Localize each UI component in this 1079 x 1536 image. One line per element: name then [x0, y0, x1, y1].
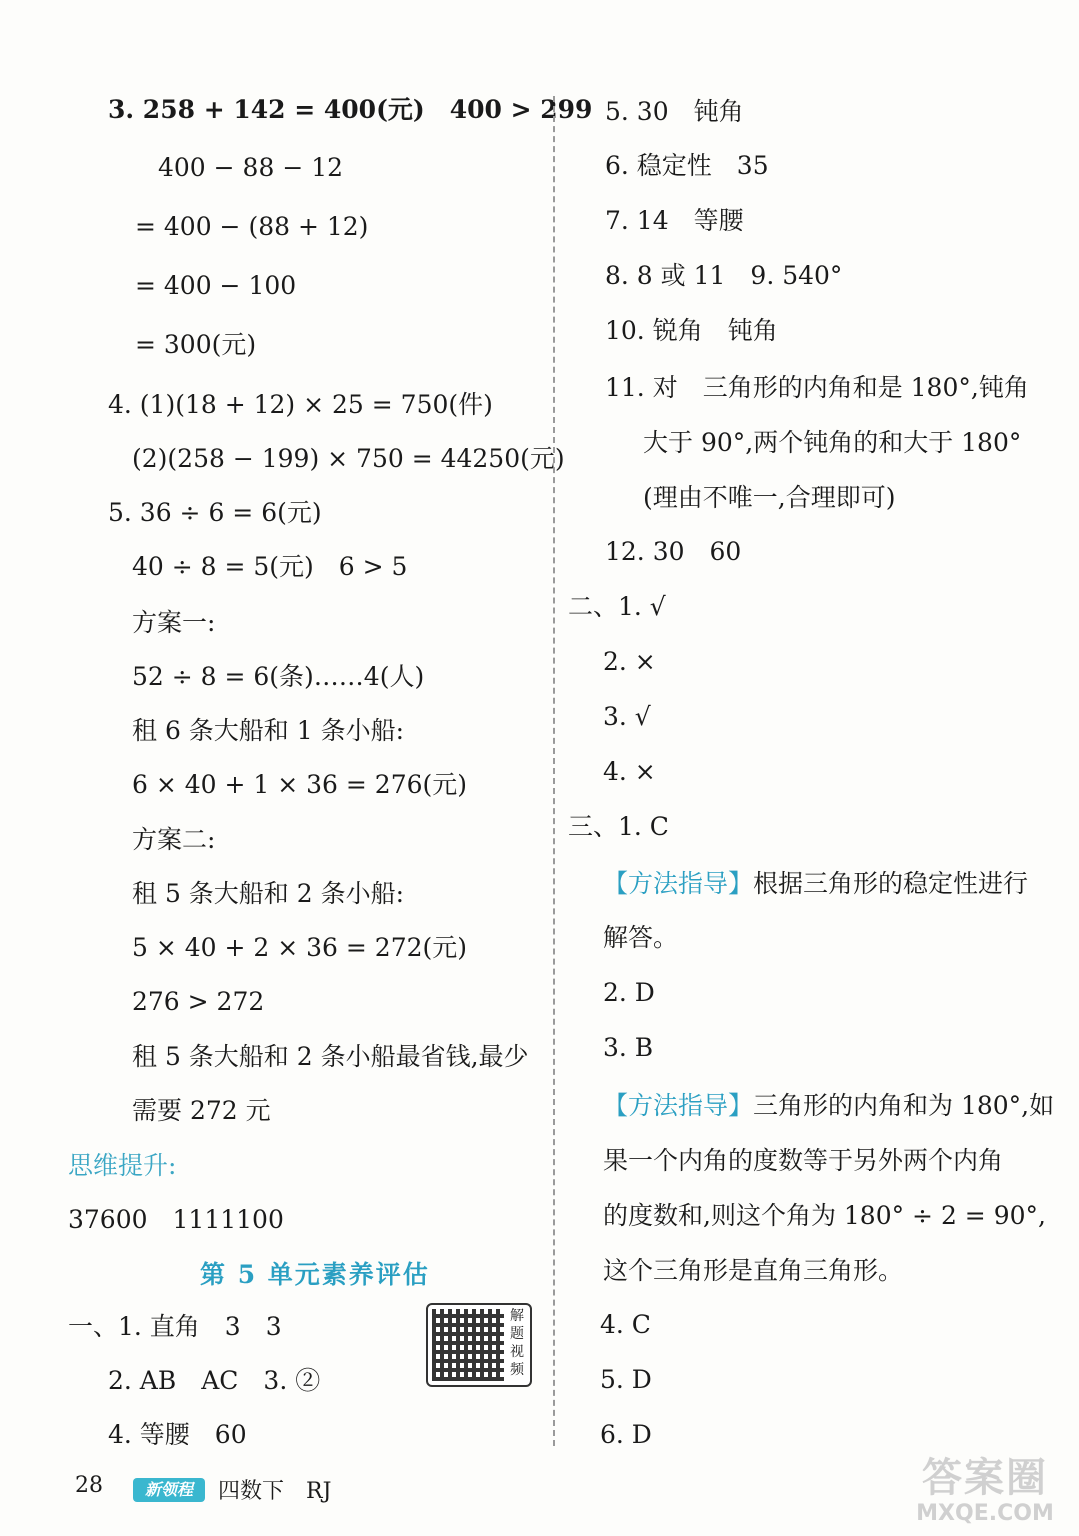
part-2-answer-4: 4. × — [603, 757, 656, 786]
method-guide-1-line-2: 解答。 — [603, 923, 679, 952]
r-answer-12: 12. 30 60 — [605, 537, 742, 566]
part-2-answer-2: 2. × — [603, 647, 656, 676]
part-3-answer-6: 6. D — [600, 1420, 652, 1449]
answer-4-line-1: 4. (1)(18 + 12) × 25 = 750(件) — [108, 390, 493, 419]
r-answer-11-line-2: 大于 90°,两个钝角的和大于 180° — [643, 428, 1022, 457]
qr-label: 解题视频 — [510, 1308, 524, 1378]
part-3-answer-1: 三、1. C — [568, 812, 669, 841]
part-3-answer-5: 5. D — [600, 1365, 652, 1394]
r-answer-8-9: 8. 8 或 11 9. 540° — [605, 261, 843, 290]
answer-3-line-3: = 400 − (88 + 12) — [135, 212, 369, 241]
answer-3-line-1: 3. 258 + 142 = 400(元) 400 > 299 — [108, 95, 593, 124]
answer-5-line-2: 40 ÷ 8 = 5(元) 6 > 5 — [132, 552, 408, 581]
answer-5-line-8: 租 5 条大船和 2 条小船: — [132, 879, 405, 908]
answer-5-line-5: 租 6 条大船和 1 条小船: — [132, 716, 405, 745]
part-1-answer-2: 2. AB AC 3. ② — [108, 1366, 321, 1395]
answer-5-line-10: 276 > 272 — [132, 987, 265, 1016]
part-3-answer-3: 3. B — [603, 1033, 654, 1062]
r-answer-5: 5. 30 钝角 — [605, 97, 744, 126]
method-guide-2-line-4: 这个三角形是直角三角形。 — [603, 1256, 904, 1285]
method-guide-tag: 【方法指导】 — [603, 1091, 754, 1120]
column-divider — [553, 96, 555, 1446]
r-answer-10: 10. 锐角 钝角 — [605, 316, 778, 345]
answer-5-line-7: 方案二: — [132, 825, 216, 854]
answer-3-line-5: = 300(元) — [135, 330, 257, 359]
r-answer-6: 6. 稳定性 35 — [605, 151, 769, 180]
method-guide-2 — [603, 1091, 1054, 1121]
method-guide-text: 根据三角形的稳定性进行 — [753, 869, 1029, 898]
answer-5-line-6: 6 × 40 + 1 × 36 = 276(元) — [132, 770, 468, 799]
part-1-answer-1: 一、1. 直角 3 3 — [68, 1312, 282, 1341]
watermark-logo: 答案圈 — [922, 1455, 1048, 1501]
qr-code-icon — [432, 1309, 504, 1381]
method-guide-2-line-2: 果一个内角的度数等于另外两个内角 — [603, 1146, 1004, 1175]
answer-5-line-4: 52 ÷ 8 = 6(条)……4(人) — [132, 662, 425, 691]
answer-5-line-3: 方案一: — [132, 608, 216, 637]
method-guide-tag: 【方法指导】 — [603, 869, 754, 898]
part-2-answer-3: 3. √ — [603, 702, 651, 731]
part-3-answer-2: 2. D — [603, 978, 655, 1007]
r-answer-7: 7. 14 等腰 — [605, 206, 744, 235]
part-2-answer-1: 二、1. √ — [568, 592, 666, 621]
section-title: 第 5 单元素养评估 — [200, 1260, 430, 1289]
watermark-url: MXQE.COM — [916, 1501, 1054, 1526]
r-answer-11-line-3: (理由不唯一,合理即可) — [643, 483, 896, 512]
answer-5-line-9: 5 × 40 + 2 × 36 = 272(元) — [132, 933, 468, 962]
answer-5-line-11: 租 5 条大船和 2 条小船最省钱,最少 — [132, 1042, 529, 1071]
qr-code-box[interactable] — [426, 1303, 532, 1387]
answer-3-line-2: 400 − 88 − 12 — [158, 153, 344, 182]
part-3-answer-4: 4. C — [600, 1310, 651, 1339]
answer-5-line-12: 需要 272 元 — [132, 1096, 271, 1125]
answer-5-line-1: 5. 36 ÷ 6 = 6(元) — [108, 498, 322, 527]
brand-badge: 新领程 — [133, 1478, 205, 1502]
part-1-answer-4: 4. 等腰 60 — [108, 1420, 247, 1449]
method-guide-text: 三角形的内角和为 180°,如 — [753, 1091, 1055, 1120]
method-guide-1 — [603, 869, 1028, 899]
method-guide-2-line-3: 的度数和,则这个角为 180° ÷ 2 = 90°, — [603, 1201, 1046, 1230]
answer-3-line-4: = 400 − 100 — [135, 271, 297, 300]
page-number: 28 — [75, 1473, 103, 1498]
r-answer-11-line-1: 11. 对 三角形的内角和是 180°,钝角 — [605, 373, 1029, 402]
watermark — [900, 1455, 1070, 1535]
answer-4-line-2: (2)(258 − 199) × 750 = 44250(元) — [132, 444, 565, 473]
thinking-heading: 思维提升: — [68, 1151, 177, 1180]
subject-label: 四数下 RJ — [218, 1479, 332, 1504]
thinking-answer: 37600 1111100 — [68, 1205, 284, 1234]
